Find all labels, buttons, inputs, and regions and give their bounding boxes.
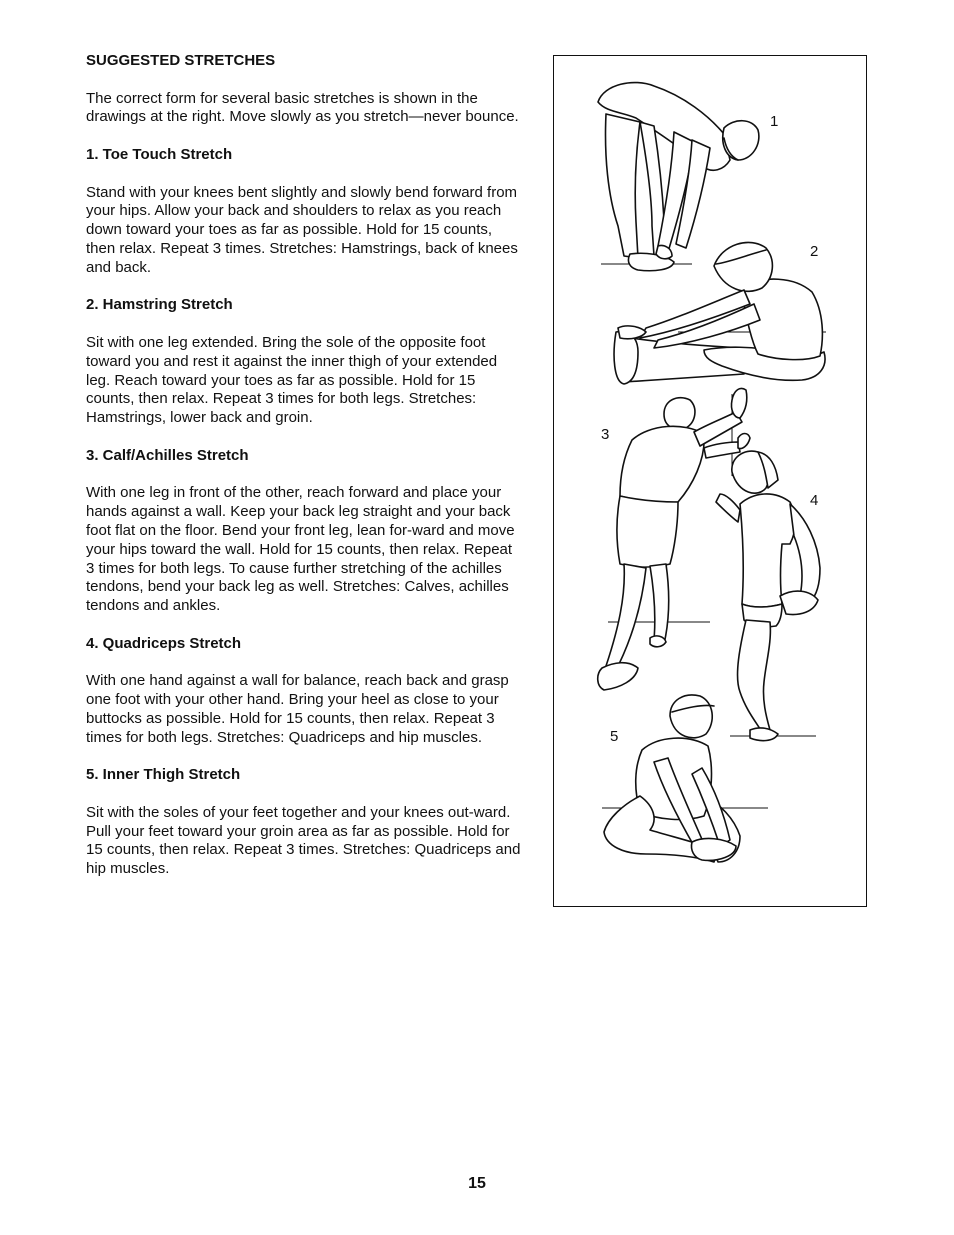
section-body-hamstring: Sit with one leg extended. Bring the sole of the opposite foot toward you and rest it against the inner thigh of your extended leg. Reach toward your toes as far as possible. Hold for 15 counts, then relax. Repeat 3 times for both legs. Stretches: Hamstrings, lower back and groin. (86, 333, 498, 427)
figure-label-5: 5 (610, 728, 619, 745)
intro-paragraph: The correct form for several basic stretches is shown in the drawings at the right. Move slowly as you stretch—never bounce. (86, 89, 519, 126)
section-body-toe-touch: Stand with your knees bent slightly and slowly bend forward from your hips. Allow your back and shoulders to relax as you reach down toward your toes as far as possible. Hold for 15 counts, then relax. Repeat 3 times. Stretches: Hamstrings, back of knees and back. (86, 183, 518, 276)
section-heading-quadriceps: 4. Quadriceps Stretch (86, 634, 242, 652)
section-body-calf-achilles: With one leg in front of the other, reach forward and place your hands against a wall. Keep your back leg straight and your back foot flat on the floor. Bend your front leg, lean for-ward and move your hips toward the wall. Hold for 15 counts, then relax. Repeat 3 times for both legs. To cause further stretching of the achilles tendons, bend your back leg as well. Stretches: Calves, achilles tendons and ankles. (86, 484, 515, 615)
section-heading-hamstring: 2. Hamstring Stretch (86, 296, 233, 314)
inner-thigh-stretch-illustration (602, 695, 768, 862)
figure-label-4: 4 (810, 492, 819, 509)
instructions-column (86, 52, 522, 898)
stretch-illustrations (554, 56, 868, 908)
figure-label-3: 3 (601, 426, 610, 443)
calf-achilles-stretch-illustration (598, 388, 750, 690)
page-number: 15 (468, 1175, 486, 1192)
stretch-illustrations-box (553, 55, 867, 907)
section-heading-calf-achilles: 3. Calf/Achilles Stretch (86, 446, 249, 464)
section-heading-inner-thigh: 5. Inner Thigh Stretch (86, 766, 241, 784)
section-body-quadriceps: With one hand against a wall for balance, reach back and grasp one foot with your other hand. Bring your heel as close to your buttocks as possible. Hold for 15 counts, then relax. Repeat 3 times for both legs. Stretches: Quadriceps and hip muscles. (86, 672, 509, 746)
quadriceps-stretch-illustration (716, 451, 820, 741)
figure-label-1: 1 (770, 113, 779, 130)
section-heading-toe-touch: 1. Toe Touch Stretch (86, 145, 233, 163)
page-title: SUGGESTED STRETCHES (86, 52, 276, 69)
toe-touch-illustration (598, 83, 759, 271)
section-body-inner-thigh: Sit with the soles of your feet together and your knees out-ward. Pull your feet toward your groin area as far as possible. Hold for 15 counts, then relax. Repeat 3 times. Stretches: Quadriceps and hip muscles. (86, 803, 521, 878)
figure-label-2: 2 (810, 243, 819, 260)
